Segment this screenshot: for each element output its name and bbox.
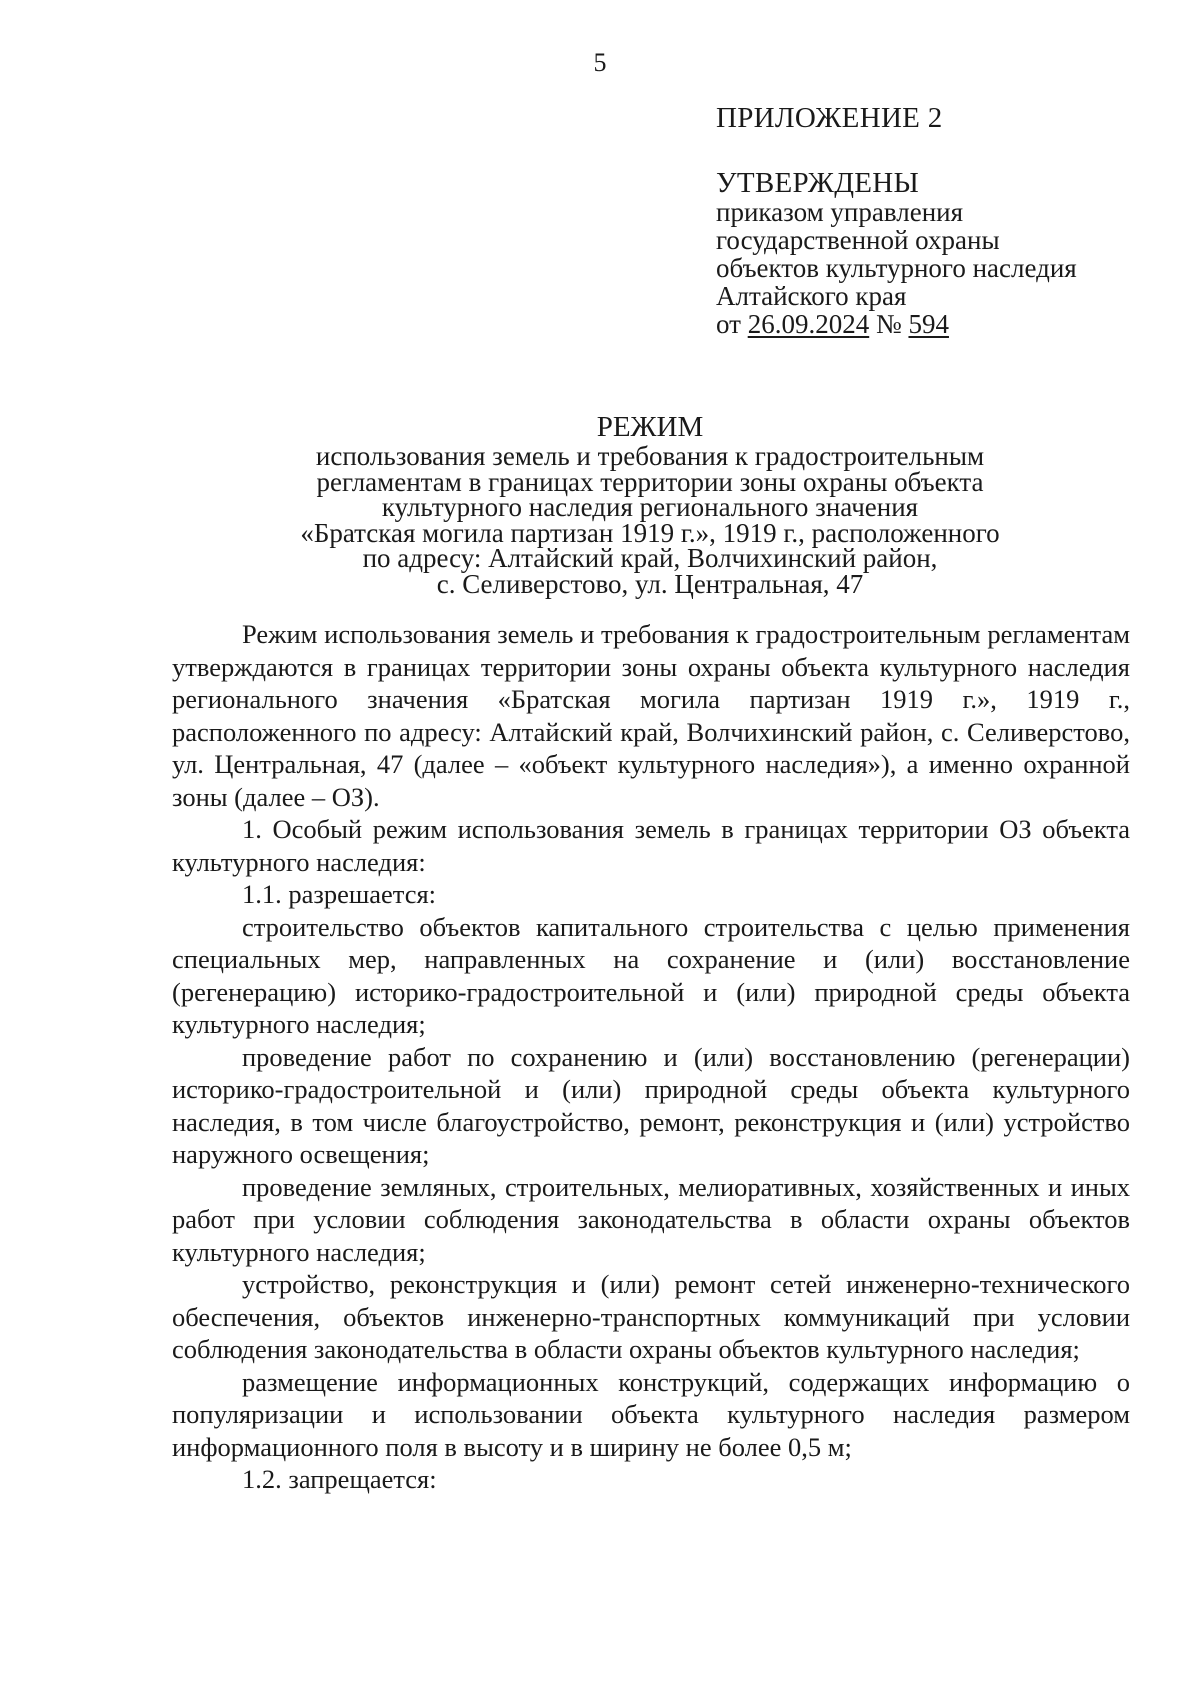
number-prefix: № xyxy=(875,309,902,339)
order-number: 594 xyxy=(908,309,949,339)
regime-subtitle-line: «Братская могила партизан 1919 г.», 1919 г., расположенного xyxy=(300,517,1000,548)
section-1-2-heading: 1.2. запрещается: xyxy=(242,1464,437,1494)
permitted-item: проведение работ по сохранению и (или) восстановлению (регенерации) историко-градостроительной и (или) природной среды объекта культурного наследия, в том числе благоустройство, ремонт, реконструкция и (или) устройство наружного освещения; xyxy=(172,1041,1130,1169)
regime-heading xyxy=(0,410,1200,597)
permitted-item: проведение земляных, строительных, мелиоративных, хозяйственных и иных работ при условии соблюдения законодательства в области охраны объектов культурного наследия; xyxy=(172,1171,1130,1267)
regime-subtitle-line: регламентам в границах территории зоны охраны объекта xyxy=(316,466,984,497)
regime-title: РЕЖИМ xyxy=(596,411,704,443)
section-1-paragraph: 1. Особый режим использования земель в границах территории ОЗ объекта культурного наследия: xyxy=(172,814,1130,877)
approval-block xyxy=(716,168,1077,338)
approval-title: УТВЕРЖДЕНЫ xyxy=(716,167,920,199)
page-number: 5 xyxy=(593,48,607,77)
permitted-item: устройство, реконструкция и (или) ремонт сетей инженерно-технического обеспечения, объектов инженерно-транспортных коммуникаций при условии соблюдения законодательства в области охраны объектов культурного наследия; xyxy=(172,1269,1130,1364)
intro-paragraph: Режим использования земель и требования к градостроительным регламентам утверждаются в границах территории зоны охраны объекта культурного наследия регионального значения «Братская могила партизан 1919 г.», 1919 г., расположенного по адресу: Алтайский край, Волчихинский район, с. Селиверстово, ул. Центральная, 47 (далее – «объект культурного наследия»), а именно охранной зоны (далее – ОЗ). xyxy=(172,619,1130,812)
regime-subtitle-line: культурного наследия регионального значения xyxy=(381,492,919,522)
regime-subtitle-line: по адресу: Алтайский край, Волчихинский район, xyxy=(362,543,938,573)
approval-line: объектов культурного наследия xyxy=(716,253,1077,283)
section-1-1-heading: 1.1. разрешается: xyxy=(242,879,437,909)
approval-line: Алтайского края xyxy=(716,281,907,311)
appendix-label: ПРИЛОЖЕНИЕ 2 xyxy=(716,102,943,134)
approval-line: приказом управления xyxy=(716,197,964,227)
approval-line: государственной охраны xyxy=(716,225,1000,255)
approval-date-line xyxy=(716,310,1077,338)
regime-subtitle-line: с. Селиверстово, ул. Центральная, 47 xyxy=(436,568,864,599)
document-body xyxy=(172,618,1130,1496)
order-date: 26.09.2024 xyxy=(747,309,870,339)
date-prefix: от xyxy=(716,309,741,339)
permitted-item: строительство объектов капитального строительства с целью применения специальных мер, направленных на сохранение и (или) восстановление (регенерацию) историко-градостроительной и (или) природной среды объекта культурного наследия; xyxy=(172,911,1130,1039)
permitted-item: размещение информационных конструкций, содержащих информацию о популяризации и использовании объекта культурного наследия размером информационного поля в высоту и в ширину не более 0,5 м; xyxy=(172,1366,1130,1462)
regime-subtitle-line: использования земель и требования к градостроительным xyxy=(315,441,985,471)
